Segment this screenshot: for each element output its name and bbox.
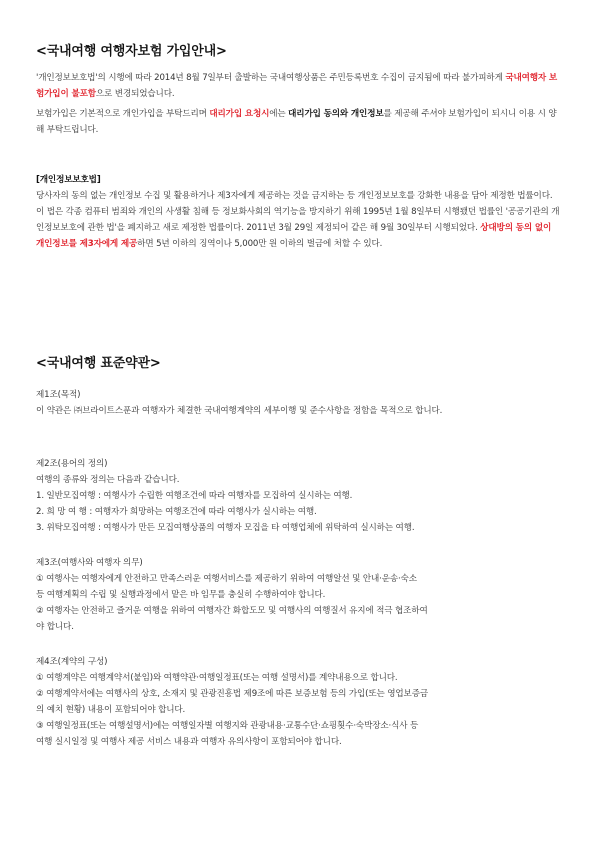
text-run: 으로 변경되었습니다. — [95, 89, 175, 99]
text-run: 에는 — [269, 109, 289, 119]
article-3-line: ② 여행자는 안전하고 즐거운 여행을 위하여 여행자간 화합도모 및 여행사의 여행질서 유지에 적극 협조하여 — [36, 606, 428, 616]
article-2-line: 1. 일반모집여행 : 여행사가 수립한 여행조건에 따라 여행자를 모집하여 실시하는 여행. — [36, 491, 353, 501]
insurance-paragraph-1 — [36, 70, 562, 102]
article-4 — [36, 654, 562, 750]
privacy-law-block — [36, 172, 562, 252]
article-4-heading: 제4조(계약의 구성) — [36, 657, 108, 667]
article-4-line: ② 여행계약서에는 여행사의 상호, 소재지 및 관광진흥법 제9조에 따른 보증보험 등의 가입(또는 영업보증금 — [36, 689, 429, 699]
insurance-paragraph-2 — [36, 106, 562, 138]
article-2 — [36, 456, 562, 536]
article-4-line: ③ 여행일정표(또는 여행설명서)에는 여행일자별 여행지와 관광내용·교통수단·쇼핑횟수·숙박장소·식사 등 — [36, 721, 419, 731]
article-1-heading: 제1조(목적) — [36, 390, 81, 400]
highlight-bold: 대리가입 동의와 개인정보 — [288, 109, 384, 119]
highlight-red: 상대방의 동의 없이 개인정보를 제3자에게 제공 — [36, 223, 552, 249]
text-run: 를 제공해 주셔야 보험가입이 되시니 이용 시 양해 부탁드립니다. — [36, 109, 557, 135]
insurance-section-title: <국내여행 여행자보험 가입안내> — [36, 44, 227, 59]
article-2-line: 2. 희 망 여 행 : 여행자가 희망하는 여행조건에 따라 여행사가 실시하는 여행. — [36, 507, 317, 517]
article-2-line: 3. 위탁모집여행 : 여행사가 만든 모집여행상품의 여행자 모집을 타 여행업체에 위탁하여 실시하는 여행. — [36, 523, 415, 533]
article-3-line: 등 여행계획의 수립 및 실행과정에서 맡은 바 임무를 충실히 수행하여야 합니다. — [36, 590, 326, 600]
article-2-heading: 제2조(용어의 정의) — [36, 459, 108, 469]
highlight-red: 국내여행자 보험가입이 불포함 — [36, 73, 558, 99]
article-1 — [36, 387, 562, 419]
terms-section-title: <국내여행 표준약관> — [36, 356, 161, 371]
article-4-line: 여행 실시일정 및 여행사 제공 서비스 내용과 여행자 유의사항이 포함되어야 합니다. — [36, 737, 342, 747]
article-1-text: 이 약관은 ㈜브라이트스푼과 여행자가 체결한 국내여행계약의 세부이행 및 준수사항을 정함을 목적으로 합니다. — [36, 406, 443, 416]
text-run: '개인정보보호법'의 시행에 따라 2014년 8월 7일부터 출발하는 국내여행상품은 주민등록번호 수집이 금지됨에 따라 불가피하게 — [36, 73, 506, 83]
text-run: 당사자의 동의 없는 개인정보 수집 및 활용하거나 제3자에게 제공하는 것을 금지하는 등 개인정보보호를 강화한 내용을 담아 제정한 법률이다. 이 법은 각종 컴퓨터 범죄와 개인의 사생활 침해 등 정보화사회의 역기능을 방지하기 위해 1995년 1월 8일부터 시행됐던 법률인 '공공기관의 개인정보보호에 관한 법'을 폐지하고 새로 제정한 법률이다. 2011년 3월 29일 제정되어 같은 해 9월 30일부터 시행되었다. — [36, 191, 560, 233]
article-3-heading: 제3조(여행사와 여행자 의무) — [36, 558, 143, 568]
text-run: 보험가입은 기본적으로 개인가입을 부탁드리며 — [36, 109, 210, 119]
article-3-line: ① 여행사는 여행자에게 안전하고 만족스러운 여행서비스를 제공하기 위하여 여행알선 및 안내·운송·숙소 — [36, 574, 417, 584]
article-2-line: 여행의 종류와 정의는 다음과 같습니다. — [36, 475, 180, 485]
highlight-red: 대리가입 요청시 — [209, 109, 270, 119]
article-4-line: 의 예치 현황) 내용이 포함되어야 합니다. — [36, 705, 186, 715]
privacy-law-text — [36, 188, 562, 252]
text-run: 하면 5년 이하의 징역이나 5,000만 원 이하의 벌금에 처할 수 있다. — [137, 239, 383, 249]
article-4-line: ① 여행계약은 여행계약서(붙임)와 여행약관·여행일정표(또는 여행 설명서)를 계약내용으로 합니다. — [36, 673, 398, 683]
privacy-law-heading: [개인정보보호법] — [36, 175, 101, 185]
article-3-line: 야 합니다. — [36, 622, 74, 632]
article-3 — [36, 555, 562, 635]
